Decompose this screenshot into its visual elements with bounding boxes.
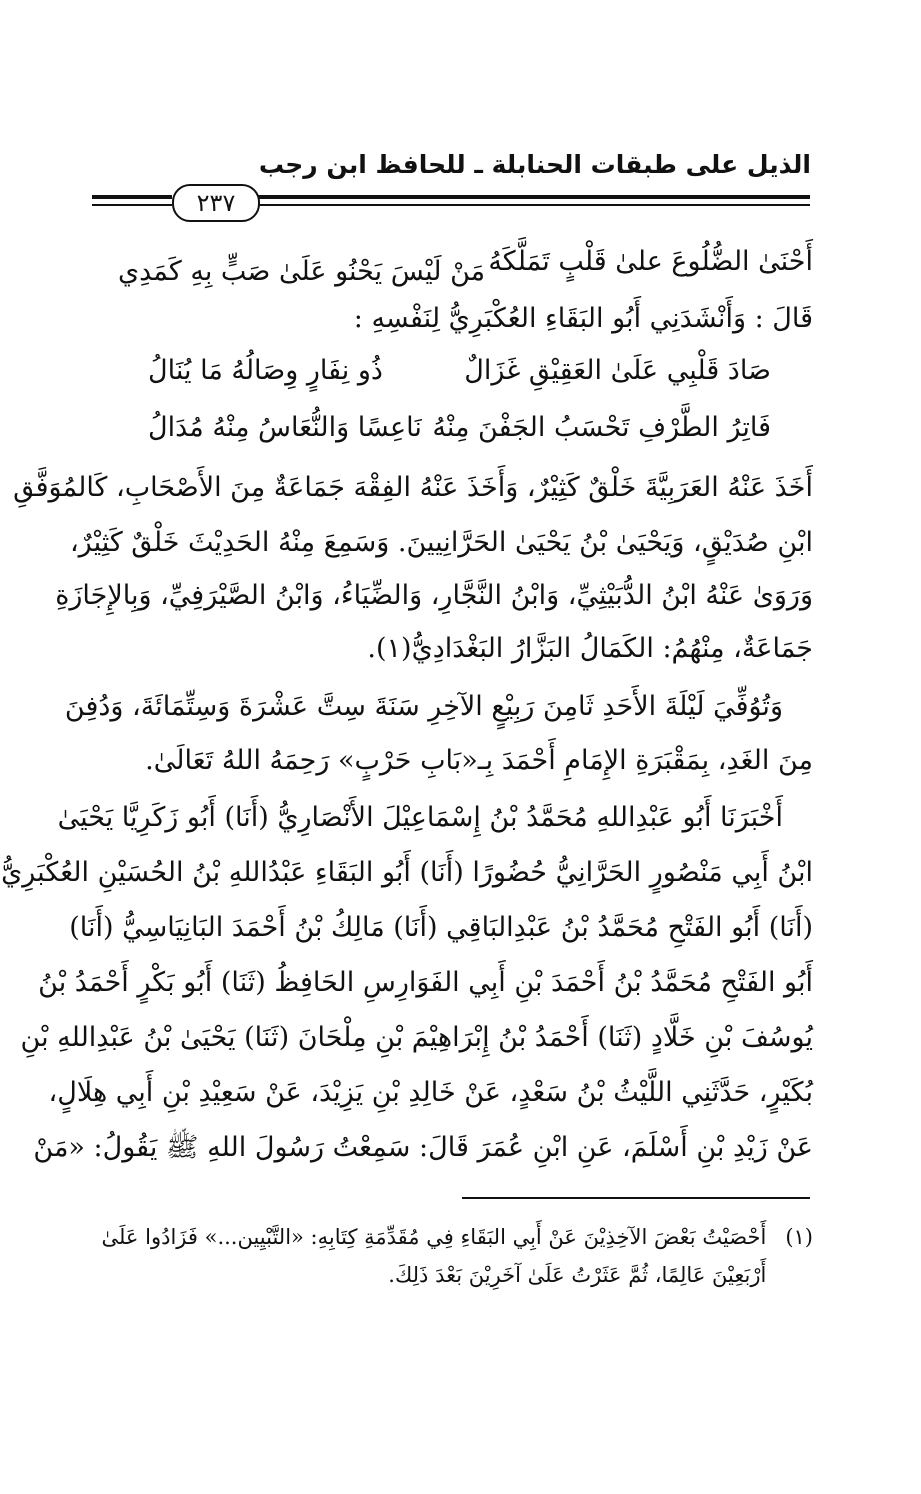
paragraph-3-line-5: يُوسُفَ بْنِ خَلَّادٍ (ثَنَا) أَحْمَدُ بْنُ إِبْرَاهِيْمَ بْنِ مِلْحَانَ (ثَنَا) يَحْيَىٰ بْنُ عَبْدِاللهِ بْنِ bbox=[20, 1022, 813, 1053]
paragraph-1-line-4: جَمَاعَةٌ، مِنْهُمُ: الكَمَالُ البَزَّارُ البَغْدَادِيُّ(١). bbox=[367, 633, 813, 664]
paragraph-3-line-7: عَنْ زَيْدِ بْنِ أَسْلَمَ، عَنِ ابْنِ عُمَرَ قَالَ: سَمِعْتُ رَسُولَ اللهِ ﷺ يَقُولُ: «مَنْ bbox=[33, 1132, 813, 1163]
verse-3-first-hemistich: فَاتِرُ الطَّرْفِ تَحْسَبُ الجَفْنَ مِنْهُ bbox=[432, 412, 771, 443]
verse-intro: قَالَ : وَأَنْشَدَنِي أَبُو البَقَاءِ العُكْبَرِيُّ لِنَفْسِهِ : bbox=[353, 303, 813, 334]
paragraph-2-line-2: مِنَ الغَدِ، بِمَقْبَرَةِ الإِمَامِ أَحْمَدَ بِـ«بَابِ حَرْبٍ» رَحِمَهُ اللهُ تَعَالَىٰ. bbox=[145, 745, 813, 776]
paragraph-3-line-4: أَبُو الفَتْحِ مُحَمَّدُ بْنُ أَحْمَدَ بْنِ أَبِي الفَوَارِسِ الحَافِظُ (ثَنَا) أَبُو بَكْرٍ أَحْمَدُ بْنُ bbox=[38, 967, 813, 998]
paragraph-3-line-1: أَخْبَرَنَا أَبُو عَبْدِاللهِ مُحَمَّدُ بْنُ إِسْمَاعِيْلَ الأَنْصَارِيُّ (أَنَا) أَبُو زَكَرِيَّا يَحْيَىٰ bbox=[57, 802, 783, 833]
verse-2-second-hemistich: ذُو نِفَارٍ وِصَالُهُ مَا يُنَالُ bbox=[148, 355, 383, 386]
page-number: ٢٣٧ bbox=[172, 184, 260, 222]
verse-3-second-hemistich: نَاعِسًا وَالنُّعَاسُ مِنْهُ مُدَالُ bbox=[148, 412, 422, 443]
verse-1-first-hemistich: أَحْنَىٰ الضُّلُوعَ علىٰ قَلْبٍ تَمَلَّكَهُ bbox=[488, 246, 813, 277]
verse-2-first-hemistich: صَادَ قَلْبِي عَلَىٰ العَقِيْقِ غَزَالٌ bbox=[464, 355, 771, 386]
paragraph-3-line-2: ابْنُ أَبِي مَنْصُورٍ الحَرَّانِيُّ حُضُورًا (أَنَا) أَبُو البَقَاءِ عَبْدُاللهِ بْنُ الحُسَيْنِ العُكْبَرِيُّ bbox=[1, 857, 813, 888]
paragraph-2-line-1: وَتُوُفِّيَ لَيْلَةَ الأَحَدِ ثَامِنَ رَبِيْعٍ الآخِرِ سَنَةَ سِتَّ عَشْرَةَ وَسِتِّمَائَةَ، وَدُفِنَ bbox=[64, 691, 783, 722]
footnote-line-1 bbox=[101, 1218, 813, 1256]
paragraph-3-line-6: بُكَيْرٍ، حَدَّثَنِي اللَّيْثُ بْنُ سَعْدٍ، عَنْ خَالِدِ بْنِ يَزِيْدَ، عَنْ سَعِيْدِ بْنِ أَبِي هِلَالٍ، bbox=[48, 1077, 813, 1108]
header-rule-left-thin bbox=[92, 204, 172, 206]
paragraph-1-line-2: ابْنِ صُدَيْقٍ، وَيَحْيَىٰ بْنُ يَحْيَىٰ الحَرَّانِيينَ. وَسَمِعَ مِنْهُ الحَدِيْثَ خَلْقٌ كَثِيْرٌ، bbox=[69, 527, 813, 558]
footnote-marker: (١) bbox=[785, 1225, 813, 1249]
footnote-separator bbox=[462, 1197, 810, 1199]
verse-1-second-hemistich: مَنْ لَيْسَ يَحْنُو عَلَىٰ صَبٍّ بِهِ كَمَدِي bbox=[118, 256, 486, 287]
paragraph-1-line-1: أَخَذَ عَنْهُ العَرَبِيَّةَ خَلْقٌ كَثِيْرٌ، وَأَخَذَ عَنْهُ الفِقْهَ جَمَاعَةٌ مِنَ الأَصْحَابِ، كَالمُوَفَّقِ bbox=[13, 472, 813, 503]
paragraph-3-line-3: (أَنَا) أَبُو الفَتْحِ مُحَمَّدُ بْنُ عَبْدِالبَاقِي (أَنَا) مَالِكُ بْنُ أَحْمَدَ البَانِيَاسِيُّ (أَنَا) bbox=[69, 912, 813, 943]
header-rule-left bbox=[92, 195, 172, 199]
running-title: الذيل على طبقات الحنابلة ـ للحافظ ابن رجب bbox=[258, 150, 811, 179]
footnote-text-2: أَرْبَعِيْنَ عَالِمًا، ثُمَّ عَثَرْتُ عَلَىٰ آخَرِيْنَ بَعْدَ ذَلِكَ. bbox=[388, 1263, 767, 1287]
header-rule-right bbox=[258, 195, 810, 199]
footnote-text-1: أَحْصَيْتُ بَعْضَ الآخِذِيْنَ عَنْ أَبِي البَقَاءِ فِي مُقَدِّمَةِ كِتَابِهِ: «التَّبْيِين...» فَزَادُوا عَلَىٰ bbox=[101, 1225, 767, 1249]
paragraph-1-line-3: وَرَوَىٰ عَنْهُ ابْنُ الدُّبَيْثِيِّ، وَابْنُ النَّجَّارِ، وَالضِّيَاءُ، وَابْنُ الصَّيْرَفِيِّ، وَبِالإِجَازَةِ bbox=[55, 580, 813, 611]
header-rule-right-thin bbox=[258, 204, 810, 206]
footnote-line-2 bbox=[108, 1256, 813, 1294]
